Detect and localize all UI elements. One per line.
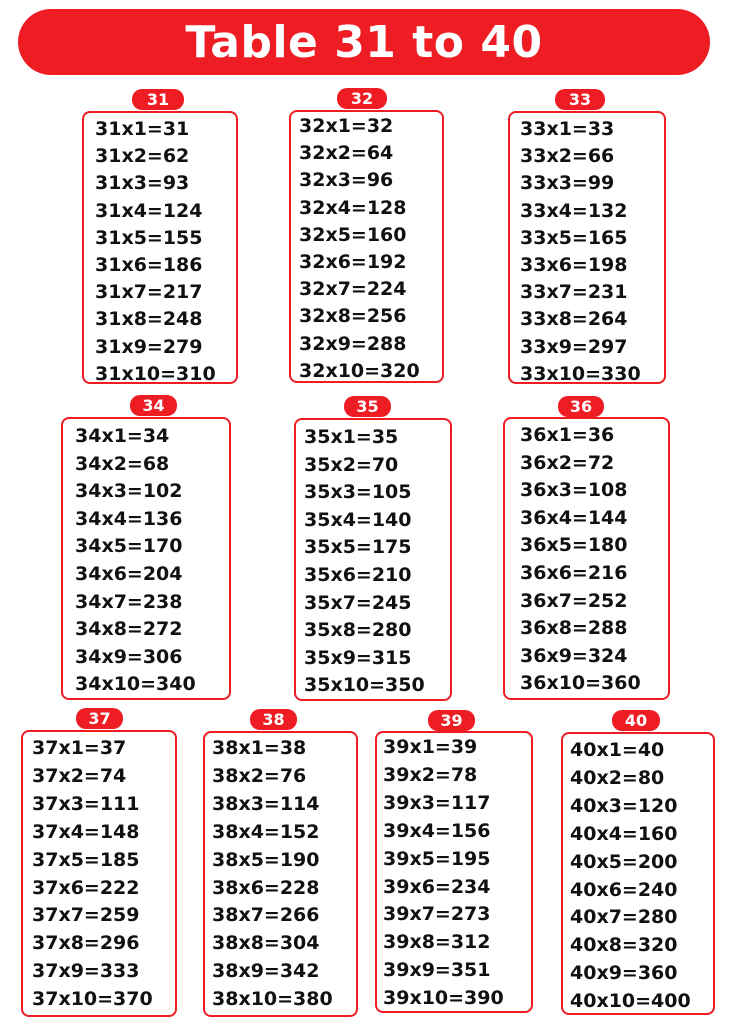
table-row: 39x2=78 bbox=[383, 763, 478, 786]
table-row: 32x7=224 bbox=[299, 278, 407, 301]
table-row: 40x6=240 bbox=[570, 878, 678, 901]
table-row: 37x7=259 bbox=[32, 904, 140, 927]
table-row: 36x3=108 bbox=[520, 479, 628, 502]
table-badge-31: 31 bbox=[132, 89, 184, 110]
table-row: 40x7=280 bbox=[570, 906, 678, 929]
table-row: 37x8=296 bbox=[32, 932, 140, 955]
table-row: 37x9=333 bbox=[32, 960, 140, 983]
table-row: 34x3=102 bbox=[75, 480, 183, 503]
table-rows bbox=[570, 737, 691, 1016]
table-row: 32x6=192 bbox=[299, 251, 407, 274]
table-row: 34x6=204 bbox=[75, 562, 183, 585]
table-row: 39x3=117 bbox=[383, 791, 491, 814]
table-card-35 bbox=[294, 418, 452, 701]
table-row: 36x6=216 bbox=[520, 561, 628, 584]
table-row: 33x6=198 bbox=[520, 254, 628, 277]
table-badge-35: 35 bbox=[344, 396, 391, 417]
table-row: 38x1=38 bbox=[212, 737, 307, 759]
table-row: 35x10=350 bbox=[304, 674, 425, 697]
table-row: 31x10=310 bbox=[95, 362, 216, 385]
table-row: 40x10=400 bbox=[570, 990, 691, 1013]
table-row: 37x4=148 bbox=[32, 820, 140, 843]
table-rows bbox=[299, 113, 420, 385]
table-row: 36x4=144 bbox=[520, 506, 628, 529]
table-row: 36x5=180 bbox=[520, 534, 628, 557]
table-badge-40: 40 bbox=[612, 710, 660, 731]
table-row: 35x6=210 bbox=[304, 563, 412, 586]
table-row: 37x5=185 bbox=[32, 848, 140, 871]
table-rows bbox=[304, 424, 425, 700]
table-row: 31x8=248 bbox=[95, 308, 203, 331]
table-row: 33x2=66 bbox=[520, 145, 615, 168]
table-card-39 bbox=[375, 731, 533, 1013]
table-card-36 bbox=[503, 417, 670, 700]
table-row: 38x2=76 bbox=[212, 764, 307, 787]
table-row: 33x4=132 bbox=[520, 199, 628, 222]
table-row: 38x3=114 bbox=[212, 792, 320, 815]
table-row: 38x7=266 bbox=[212, 904, 320, 927]
table-row: 33x3=99 bbox=[520, 172, 615, 195]
table-row: 34x9=306 bbox=[75, 645, 183, 668]
table-row: 35x1=35 bbox=[304, 426, 399, 448]
table-row: 37x1=37 bbox=[32, 737, 127, 759]
table-row: 35x8=280 bbox=[304, 619, 412, 642]
table-rows bbox=[520, 116, 641, 388]
table-row: 35x4=140 bbox=[304, 508, 412, 531]
table-badge-32: 32 bbox=[337, 88, 387, 109]
table-row: 31x9=279 bbox=[95, 335, 203, 358]
page-title: Table 31 to 40 bbox=[185, 16, 543, 68]
table-row: 36x2=72 bbox=[520, 451, 615, 474]
table-badge-37: 37 bbox=[76, 708, 123, 729]
table-row: 33x8=264 bbox=[520, 308, 628, 331]
table-row: 34x10=340 bbox=[75, 673, 196, 696]
table-row: 38x5=190 bbox=[212, 848, 320, 871]
table-row: 31x5=155 bbox=[95, 226, 203, 249]
table-card-38 bbox=[203, 731, 358, 1017]
table-row: 33x5=165 bbox=[520, 226, 628, 249]
table-row: 34x4=136 bbox=[75, 507, 183, 530]
table-rows bbox=[75, 423, 196, 699]
table-row: 40x2=80 bbox=[570, 766, 665, 789]
table-row: 39x7=273 bbox=[383, 903, 491, 926]
table-rows bbox=[383, 734, 504, 1013]
table-row: 35x5=175 bbox=[304, 536, 412, 559]
table-card-33 bbox=[508, 111, 666, 384]
table-row: 40x4=160 bbox=[570, 822, 678, 845]
table-row: 31x2=62 bbox=[95, 145, 190, 168]
table-row: 32x3=96 bbox=[299, 169, 394, 192]
table-row: 36x1=36 bbox=[520, 424, 615, 446]
table-row: 32x4=128 bbox=[299, 196, 407, 219]
table-row: 34x8=272 bbox=[75, 618, 183, 641]
table-row: 39x8=312 bbox=[383, 931, 491, 954]
table-row: 33x10=330 bbox=[520, 362, 641, 385]
table-row: 32x8=256 bbox=[299, 305, 407, 328]
table-row: 32x10=320 bbox=[299, 359, 420, 382]
table-row: 33x1=33 bbox=[520, 118, 615, 140]
table-row: 36x8=288 bbox=[520, 617, 628, 640]
table-row: 34x7=238 bbox=[75, 590, 183, 613]
table-row: 31x3=93 bbox=[95, 172, 190, 195]
table-row: 36x10=360 bbox=[520, 672, 641, 695]
table-row: 37x3=111 bbox=[32, 792, 140, 815]
table-row: 32x5=160 bbox=[299, 223, 407, 246]
table-row: 32x9=288 bbox=[299, 332, 407, 355]
table-rows bbox=[212, 735, 333, 1014]
table-row: 35x7=245 bbox=[304, 591, 412, 614]
table-row: 34x2=68 bbox=[75, 452, 170, 475]
title-banner bbox=[18, 9, 710, 75]
table-row: 34x5=170 bbox=[75, 535, 183, 558]
table-row: 40x8=320 bbox=[570, 934, 678, 957]
table-card-32 bbox=[289, 110, 444, 383]
table-row: 33x7=231 bbox=[520, 281, 628, 304]
table-row: 31x1=31 bbox=[95, 118, 190, 140]
table-row: 37x10=370 bbox=[32, 988, 153, 1011]
table-row: 31x4=124 bbox=[95, 199, 203, 222]
table-row: 32x2=64 bbox=[299, 142, 394, 165]
table-badge-36: 36 bbox=[558, 396, 604, 417]
table-row: 35x9=315 bbox=[304, 646, 412, 669]
table-row: 38x4=152 bbox=[212, 820, 320, 843]
table-card-31 bbox=[82, 111, 238, 384]
table-card-40 bbox=[561, 732, 715, 1015]
table-row: 37x2=74 bbox=[32, 764, 127, 787]
table-badge-38: 38 bbox=[250, 709, 297, 730]
table-row: 39x5=195 bbox=[383, 847, 491, 870]
table-row: 32x1=32 bbox=[299, 115, 394, 137]
table-badge-39: 39 bbox=[428, 710, 475, 731]
table-row: 31x6=186 bbox=[95, 254, 203, 277]
table-row: 36x7=252 bbox=[520, 589, 628, 612]
table-badge-33: 33 bbox=[555, 89, 605, 110]
table-row: 39x9=351 bbox=[383, 959, 491, 982]
table-rows bbox=[95, 116, 216, 388]
table-row: 38x9=342 bbox=[212, 960, 320, 983]
table-row: 35x3=105 bbox=[304, 481, 412, 504]
table-row: 39x1=39 bbox=[383, 736, 478, 758]
table-row: 36x9=324 bbox=[520, 644, 628, 667]
table-rows bbox=[520, 422, 641, 698]
table-row: 38x6=228 bbox=[212, 876, 320, 899]
table-row: 38x10=380 bbox=[212, 988, 333, 1011]
table-badge-34: 34 bbox=[130, 395, 177, 416]
table-row: 39x10=390 bbox=[383, 987, 504, 1010]
table-row: 40x9=360 bbox=[570, 962, 678, 985]
table-row: 31x7=217 bbox=[95, 281, 203, 304]
table-rows bbox=[32, 735, 153, 1014]
table-row: 40x5=200 bbox=[570, 850, 678, 873]
table-row: 40x3=120 bbox=[570, 794, 678, 817]
table-row: 35x2=70 bbox=[304, 453, 399, 476]
table-row: 39x4=156 bbox=[383, 819, 491, 842]
table-card-34 bbox=[61, 417, 231, 700]
table-row: 38x8=304 bbox=[212, 932, 320, 955]
table-row: 40x1=40 bbox=[570, 739, 665, 761]
table-row: 37x6=222 bbox=[32, 876, 140, 899]
table-card-37 bbox=[21, 730, 177, 1017]
table-row: 39x6=234 bbox=[383, 875, 491, 898]
table-row: 34x1=34 bbox=[75, 425, 170, 447]
table-row: 33x9=297 bbox=[520, 335, 628, 358]
